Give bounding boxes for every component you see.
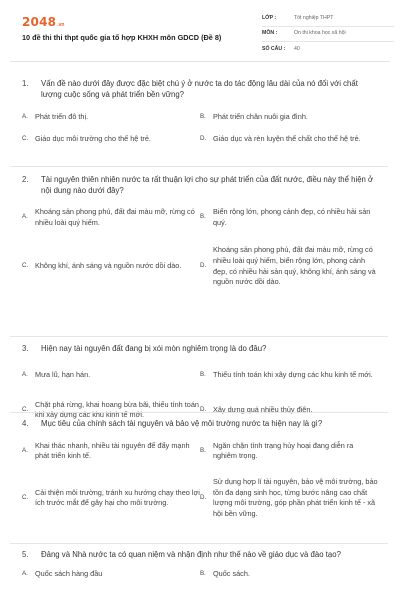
option-text: Sử dụng hợp lí tài nguyên, bảo vệ môi trường, bảo tồn đa dạng sinh học, từng bước nâng cao chất lượng môi trường, góp phần phát triển kinh tế - xã hội bền vững.	[213, 477, 378, 518]
meta-value: Tốt nghiệp THPT	[294, 15, 334, 22]
option-d[interactable]	[200, 134, 378, 146]
option-c[interactable]	[22, 488, 200, 509]
meta-key: MÔN :	[262, 30, 278, 37]
document-title: 10 đề thi thi thpt quốc gia tổ hợp KHXH môn GDCD (Đề 8)	[22, 33, 222, 42]
question-4	[0, 418, 400, 529]
option-text: Cải thiện môi trường, tránh xu hướng chạy theo lợi ích trước mắt để gây hại cho môi trường.	[35, 487, 200, 508]
option-letter: D.	[200, 405, 207, 413]
document-header	[10, 0, 390, 62]
option-text: Phát triển chăn nuôi gia đình.	[213, 112, 308, 122]
options	[22, 109, 380, 153]
question-divider	[10, 336, 388, 337]
option-letter: C.	[22, 493, 29, 501]
option-letter: A.	[22, 446, 28, 454]
option-letter: A.	[22, 113, 28, 121]
option-d[interactable]	[200, 404, 378, 416]
option-d[interactable]	[200, 477, 378, 519]
question-stem	[22, 549, 380, 560]
question-stem	[22, 78, 380, 101]
options	[22, 566, 380, 582]
option-text: Giáo dục và rèn luyện thể chất cho thế hệ trẻ.	[213, 134, 361, 144]
meta-row-count	[262, 42, 394, 57]
question-2	[0, 174, 400, 298]
meta-row-class	[262, 12, 394, 27]
option-letter: B.	[200, 213, 206, 221]
option-text: Quốc sách.	[213, 569, 250, 578]
option-text: Mưa lũ, hạn hán.	[35, 370, 91, 379]
option-text: Xây dựng quá nhiều thủy điện.	[213, 405, 313, 414]
option-letter: B.	[200, 113, 206, 121]
meta-key: LỚP :	[262, 15, 277, 22]
meta-value: 40	[294, 45, 300, 52]
question-number: 1.	[22, 79, 29, 88]
option-c[interactable]	[22, 261, 200, 273]
question-1	[0, 78, 400, 153]
option-letter: B.	[200, 569, 206, 577]
option-text: Phát triển đô thị.	[35, 112, 89, 122]
option-text: Ngăn chặn tình trạng hủy hoại đang diễn ra nghiêm trọng.	[213, 440, 354, 461]
question-number: 4.	[22, 419, 29, 428]
option-text: Khoáng sản phong phú, đất đai màu mỡ, rừng có nhiều loài quý hiếm, biển rộng lớn, phong cảnh đẹp, có nhiều hải sản quý, không khí, ánh sáng và nguồn nước dồi dào.	[213, 245, 376, 287]
option-letter: A.	[22, 569, 28, 577]
brand-name: 2048	[22, 15, 57, 29]
option-d[interactable]	[200, 245, 378, 287]
option-letter: A.	[22, 213, 28, 221]
option-letter: D.	[200, 493, 207, 501]
brand-suffix: .vn	[57, 22, 65, 28]
option-text: Thiếu tính toán khi xây dựng các khu kinh tế mới.	[213, 370, 373, 379]
question-3	[0, 343, 400, 429]
question-text: Đảng và Nhà nước ta có quan niệm và nhận định như thế nào về giáo dục và đào tạo?	[41, 550, 341, 559]
option-b[interactable]	[200, 441, 378, 462]
option-a[interactable]	[22, 207, 200, 228]
option-text: Chặt phá rừng, khai hoang bừa bãi, thiếu tính toán khi xây dựng các khu kinh tế mới.	[35, 399, 199, 420]
question-number: 5.	[22, 550, 29, 559]
option-b[interactable]	[200, 207, 378, 228]
option-letter: C.	[22, 135, 29, 143]
option-letter: C.	[22, 405, 29, 413]
option-letter: D.	[200, 135, 207, 143]
option-a[interactable]	[22, 441, 200, 462]
question-divider	[10, 543, 388, 544]
option-letter: B.	[200, 370, 206, 378]
brand-logo[interactable]	[22, 14, 64, 28]
option-c[interactable]	[22, 134, 200, 146]
question-5	[0, 549, 400, 582]
option-b[interactable]	[200, 112, 378, 124]
question-stem	[22, 343, 380, 354]
option-a[interactable]	[22, 369, 200, 381]
question-number: 2.	[22, 175, 29, 184]
question-text: Hiện nay tài nguyên đất đang bị xói mòn nghiêm trọng là do đâu?	[41, 344, 267, 353]
question-stem	[22, 418, 380, 429]
question-text: Vấn đề nào dưới đây được đặc biệt chú ý ở nước ta do tác động lâu dài của nó đối với chất lượng cuộc sống và phát triển bền vững?	[41, 79, 358, 100]
option-text: Khai thác nhanh, nhiều tài nguyên để đẩy mạnh phát triển kinh tế.	[35, 440, 190, 461]
option-letter: D.	[200, 262, 207, 270]
option-text: Quốc sách hàng đầu	[35, 569, 103, 578]
option-letter: A.	[22, 370, 28, 378]
option-letter: B.	[200, 446, 206, 454]
options	[22, 204, 380, 298]
meta-row-subject	[262, 27, 394, 42]
option-letter: C.	[22, 262, 29, 270]
options	[22, 438, 380, 529]
document-meta	[262, 12, 394, 57]
option-b[interactable]	[200, 369, 378, 381]
question-text: Tài nguyên thiên nhiên nước ta rất thuận lợi cho sự phát triển của đất nước, điều này thể hiện ở nội dung nào dưới đây?	[41, 175, 374, 196]
meta-value: Ôn thi khoa học xã hội	[294, 30, 346, 37]
meta-key: SỐ CÂU :	[262, 45, 286, 52]
option-b[interactable]	[200, 568, 378, 580]
option-a[interactable]	[22, 112, 200, 124]
question-divider	[10, 412, 388, 413]
question-number: 3.	[22, 344, 29, 353]
question-text: Mục tiêu của chính sách tài nguyên và bảo vệ môi trường nước ta hiện nay là gì?	[41, 419, 323, 428]
option-text: Biển rộng lớn, phong cảnh đẹp, có nhiều hải sản quý.	[213, 207, 371, 227]
option-text: Khoáng sản phong phú, đất đai màu mỡ, rừng có nhiều loài quý hiếm.	[35, 207, 195, 227]
option-text: Giáo dục môi trường cho thế hệ trẻ.	[35, 134, 151, 144]
option-a[interactable]	[22, 568, 200, 580]
option-text: Không khí, ánh sáng và nguồn nước dồi dào.	[35, 261, 182, 271]
question-stem	[22, 174, 380, 197]
question-divider	[10, 166, 388, 167]
